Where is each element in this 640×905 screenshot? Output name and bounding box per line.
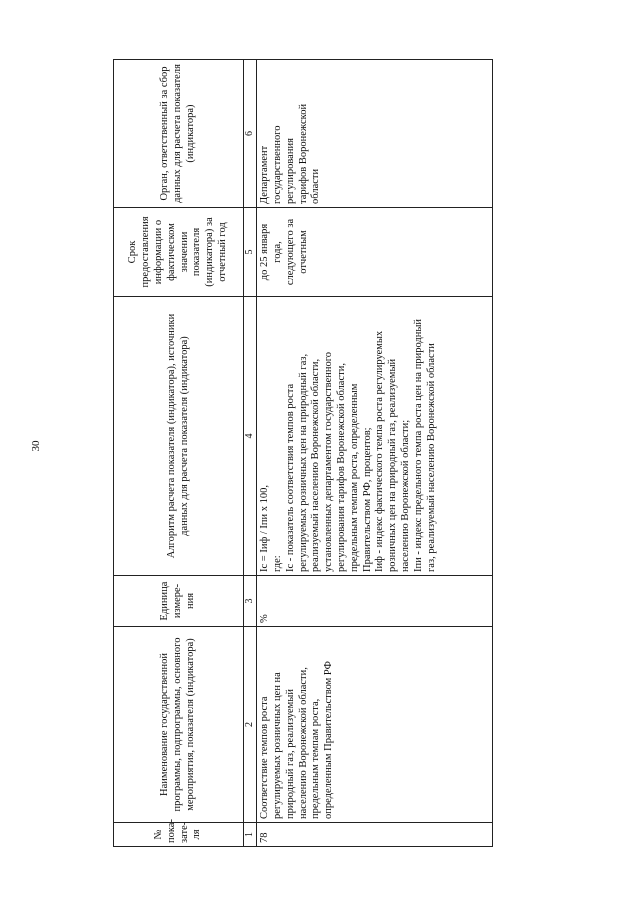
header-deadline: Срок предоставления информации о фактическом значении показателя (индикатора) за отчетный год xyxy=(114,208,244,297)
responsible-line: регулирования xyxy=(284,138,296,204)
algorithm-line: Iиф - индекс фактического темпа роста регулируемых xyxy=(374,330,386,572)
indicator-name-line: предельным темпам роста, xyxy=(310,698,322,819)
column-number-row xyxy=(244,60,257,847)
table-row xyxy=(257,60,493,847)
header-indicator-name: Наименование государственной программы, подпрограммы, основного мероприятия, показателя (индикатора) xyxy=(114,627,244,823)
algorithm-line: Ic = Iиф / Iпи x 100, xyxy=(259,484,271,572)
header-unit: Единица измере-ния xyxy=(114,576,244,627)
algorithm-line: предельным темпам роста, определенным xyxy=(348,383,360,572)
responsible-line: государственного xyxy=(271,125,283,204)
algorithm-line: установленных департаментом государственного xyxy=(323,351,335,572)
algorithm-line: регулируемых розничных цен на природный газ, xyxy=(297,353,309,572)
deadline-cell xyxy=(257,208,493,297)
deadline-line: следующего за xyxy=(284,218,296,286)
header-responsible: Орган, ответственный за сбор данных для расчета показателя (индикатора) xyxy=(114,60,244,208)
responsible-cell xyxy=(257,60,493,208)
column-number: 3 xyxy=(244,576,257,627)
algorithm-line: населению Воронежской области; xyxy=(399,419,411,572)
indicator-name-cell xyxy=(257,627,493,823)
algorithm-cell xyxy=(257,297,493,576)
column-number: 1 xyxy=(244,823,257,847)
indicator-table xyxy=(113,59,493,847)
algorithm-line: газ, реализуемый населению Воронежской области xyxy=(425,343,437,572)
row-number: 78 xyxy=(257,823,493,847)
algorithm-line: Правительством РФ, процентов; xyxy=(361,427,373,572)
deadline-line: года, xyxy=(271,241,283,263)
indicator-name-line: населению Воронежской области, xyxy=(297,667,309,819)
unit-cell: % xyxy=(257,576,493,627)
algorithm-line: где: xyxy=(271,555,283,572)
deadline-line: до 25 января xyxy=(259,223,271,281)
algorithm-line: Ic - показатель соответствия темпов роста xyxy=(284,383,296,572)
deadline-line: отчетным xyxy=(297,230,309,274)
indicator-name-line: природный газ, реализуемый xyxy=(284,689,296,819)
algorithm-line: Iпи - индекс предельного темпа роста цен на природный xyxy=(412,318,424,572)
header-algorithm: Алгоритм расчета показателя (индикатора), источники данных для расчета показателя (индикатора) xyxy=(114,297,244,576)
responsible-line: области xyxy=(310,168,322,204)
column-number: 4 xyxy=(244,297,257,576)
indicator-name-line: определенным Правительством РФ xyxy=(323,661,335,819)
header-indicator-number: № пока-зате-ля xyxy=(114,823,244,847)
algorithm-line: розничных цен на природный газ, реализуемый xyxy=(387,358,399,572)
page-number: 30 xyxy=(30,440,42,452)
indicator-name-line: Соответствие темпов роста xyxy=(259,696,271,819)
column-number: 6 xyxy=(244,60,257,208)
responsible-line: тарифов Воронежской xyxy=(297,103,309,204)
algorithm-line: регулирования тарифов Воронежской области, xyxy=(335,363,347,572)
responsible-line: Департамент xyxy=(259,145,271,204)
column-number: 2 xyxy=(244,627,257,823)
table-header-row xyxy=(114,60,244,847)
column-number: 5 xyxy=(244,208,257,297)
algorithm-line: реализуемый населению Воронежской области, xyxy=(310,358,322,572)
indicator-name-line: регулируемых розничных цен на xyxy=(271,672,283,819)
indicator-table-rotated xyxy=(113,60,493,847)
